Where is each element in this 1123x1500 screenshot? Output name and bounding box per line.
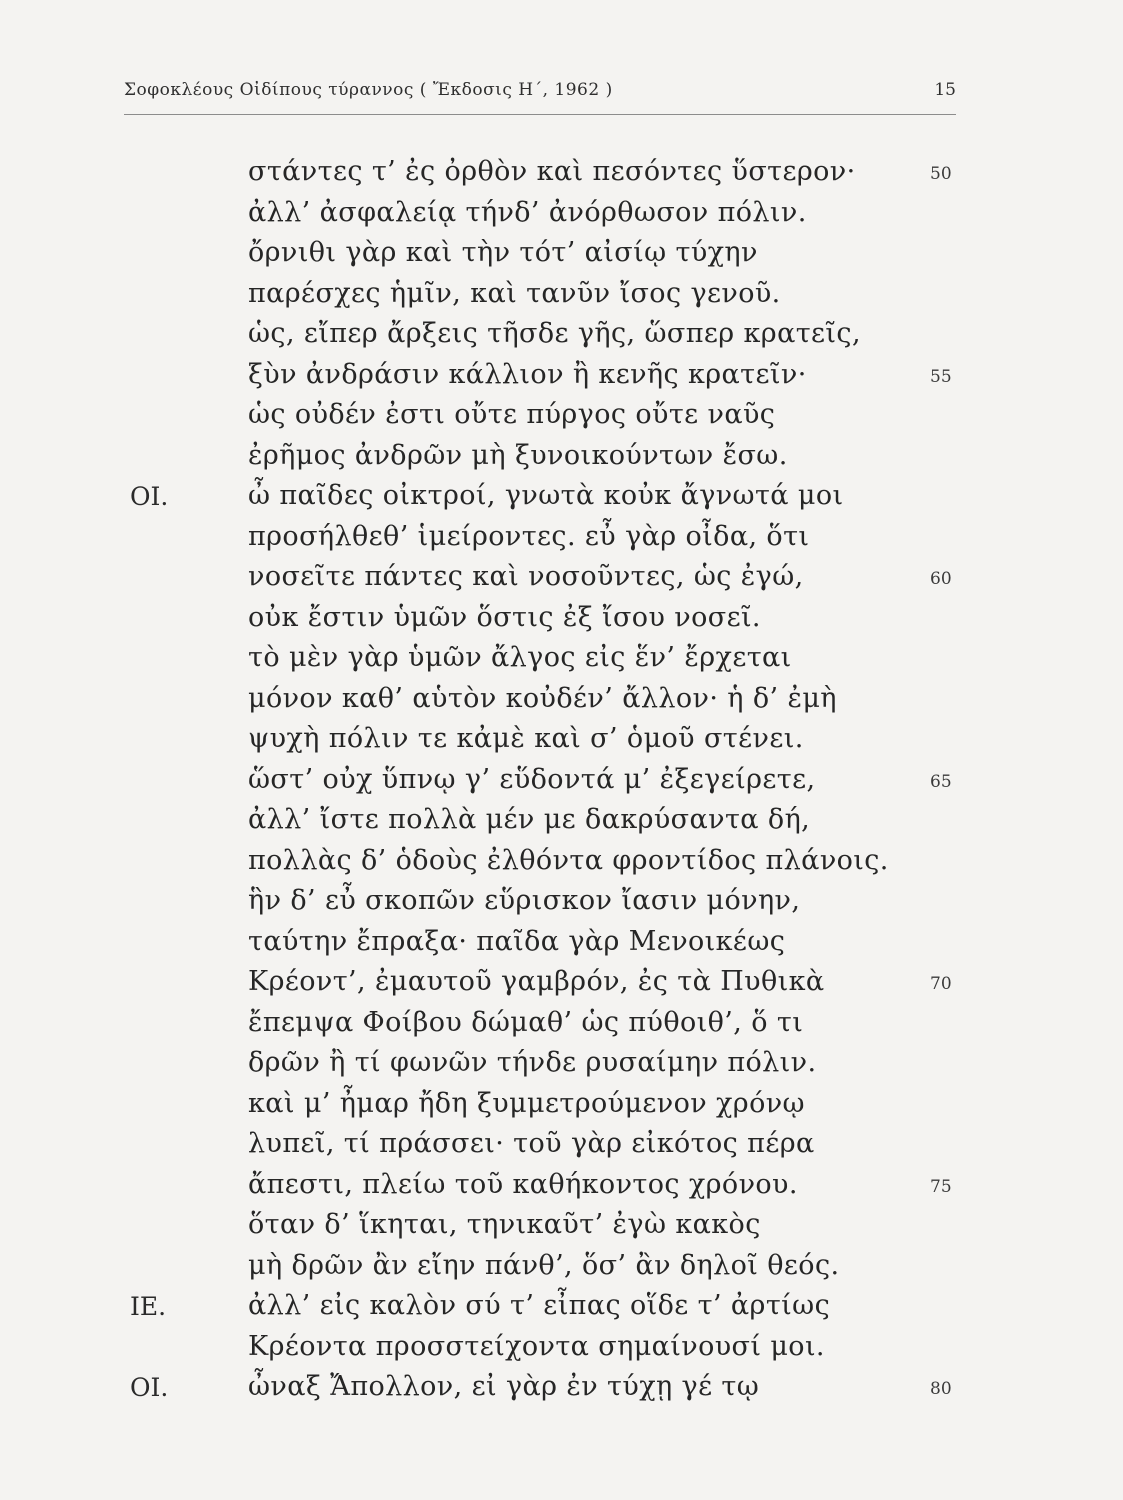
header-title: Σοφοκλέους Οἰδίπους τύραννος ( Ἔκδοσις Η΄, 1962 ) (124, 80, 613, 100)
line-number: 60 (930, 569, 952, 589)
verse-line (0, 480, 1123, 520)
verse-line (0, 1209, 1123, 1249)
verse-line (0, 1128, 1123, 1168)
verse-line (0, 682, 1123, 723)
verse-line (0, 561, 1123, 601)
verse-text: ἄπεστι, πλείω τοῦ καθήκοντος χρόνου. (248, 1168, 798, 1200)
verse-line (0, 844, 1123, 885)
verse-line (0, 196, 1123, 237)
verse-text: ξὺν ἀνδράσιν κάλλιον ἢ κενῆς κρατεῖν· (248, 358, 807, 390)
verse-line (0, 763, 1123, 804)
speaker-label: ΟΙ. (130, 482, 169, 511)
verse-text: ἀλλ’ ἴστε πολλὰ μέν με δακρύσαντα δή, (248, 804, 811, 835)
verse-line (0, 804, 1123, 844)
verse-text: οὐκ ἔστιν ὑμῶν ὅστις ἐξ ἴσου νοσεῖ. (248, 601, 761, 633)
verse-line (0, 439, 1123, 480)
verse-line (0, 1249, 1123, 1290)
verse-text: ὦναξ Ἄπολλον, εἰ γὰρ ἐν τύχῃ γέ τῳ (248, 1371, 760, 1402)
verse-text: ὡς, εἴπερ ἄρξεις τῆσδε γῆς, ὥσπερ κρατεῖς, (248, 318, 861, 349)
line-number: 70 (930, 974, 952, 994)
verse-line (0, 318, 1123, 358)
verse-line (0, 1168, 1123, 1209)
verse-text: τὸ μὲν γὰρ ὑμῶν ἄλγος εἰς ἕν’ ἔρχεται (248, 642, 792, 673)
verse-line (0, 399, 1123, 439)
speaker-label: ΙΕ. (130, 1292, 167, 1321)
page-number: 15 (934, 80, 956, 100)
verse-line (0, 1290, 1123, 1330)
verse-line (0, 966, 1123, 1006)
verse-text: ἣν δ’ εὖ σκοπῶν εὕρισκον ἴασιν μόνην, (248, 885, 801, 916)
verse-text: ὥστ’ οὐχ ὕπνῳ γ’ εὕδοντά μ’ ἐξεγείρετε, (248, 763, 816, 795)
verse-text: νοσεῖτε πάντες καὶ νοσοῦντες, ὡς ἐγώ, (248, 561, 804, 592)
verse-line (0, 277, 1123, 318)
verse-text: ὅταν δ’ ἵκηται, τηνικαῦτ’ ἐγὼ κακὸς (248, 1209, 761, 1240)
verse-text: μόνον καθ’ αὑτὸν κοὐδέν’ ἄλλον· ἡ δ’ ἐμὴ (248, 682, 837, 714)
line-number: 55 (930, 366, 952, 387)
verse-line (0, 885, 1123, 925)
verse-line (0, 1330, 1123, 1371)
verse-text: ὡς οὐδέν ἐστι οὔτε πύργος οὔτε ναῦς (248, 399, 776, 430)
verse-line (0, 156, 1123, 196)
verse-text: ψυχὴ πόλιν τε κἀμὲ καὶ σ’ ὁμοῦ στένει. (248, 723, 804, 754)
verse-line (0, 723, 1123, 763)
verse-text: δρῶν ἢ τί φωνῶν τήνδε ρυσαίμην πόλιν. (248, 1047, 817, 1078)
verse-text: ἀλλ’ ἀσφαλείᾳ τήνδ’ ἀνόρθωσον πόλιν. (248, 196, 807, 228)
line-number: 65 (930, 771, 952, 792)
verse-line (0, 1047, 1123, 1087)
verse-text: στάντες τ’ ἐς ὀρθὸν καὶ πεσόντες ὕστερον· (248, 156, 856, 187)
verse-text: ὄρνιθι γὰρ καὶ τὴν τότ’ αἰσίῳ τύχην (248, 237, 758, 268)
verse-text: Κρέοντα προσστείχοντα σημαίνουσί μοι. (248, 1330, 825, 1362)
verse-line (0, 237, 1123, 277)
verse-line (0, 601, 1123, 642)
speaker-label: ΟΙ. (130, 1373, 169, 1402)
verse-line (0, 925, 1123, 966)
verse-text: ἔπεμψα Φοίβου δώμαθ’ ὡς πύθοιθ’, ὅ τι (248, 1006, 804, 1038)
verse-line (0, 1006, 1123, 1047)
verse-line (0, 1371, 1123, 1411)
verse-line (0, 1087, 1123, 1128)
verse-text: ταύτην ἔπραξα· παῖδα γὰρ Μενοικέως (248, 925, 786, 957)
verse-text: προσήλθεθ’ ἱμείροντες. εὖ γὰρ οἶδα, ὅτι (248, 520, 810, 552)
verse-text: Κρέοντ’, ἐμαυτοῦ γαμβρόν, ἐς τὰ Πυθικὰ (248, 966, 825, 997)
verse-line (0, 358, 1123, 399)
verse-line (0, 642, 1123, 682)
line-number: 75 (930, 1176, 952, 1197)
verse-text: παρέσχες ἡμῖν, καὶ τανῦν ἴσος γενοῦ. (248, 277, 781, 309)
verse-text: ὦ παῖδες οἰκτροί, γνωτὰ κοὐκ ἄγνωτά μοι (248, 480, 844, 511)
verse-text: ἐρῆμος ἀνδρῶν μὴ ξυνοικούντων ἔσω. (248, 439, 788, 471)
verse-text: πολλὰς δ’ ὁδοὺς ἐλθόντα φροντίδος πλάνοις. (248, 844, 889, 876)
line-number: 80 (930, 1379, 952, 1399)
verse-line (0, 520, 1123, 561)
verse-text: μὴ δρῶν ἂν εἴην πάνθ’, ὅσ’ ἂν δηλοῖ θεός. (248, 1249, 840, 1281)
line-number: 50 (930, 164, 952, 184)
verse-text: καὶ μ’ ἦμαρ ἤδη ξυμμετρούμενον χρόνῳ (248, 1087, 805, 1119)
verse-text: ἀλλ’ εἰς καλὸν σύ τ’ εἶπας οἵδε τ’ ἀρτίως (248, 1290, 831, 1321)
verse-text: λυπεῖ, τί πράσσει· τοῦ γὰρ εἰκότος πέρα (248, 1128, 815, 1159)
